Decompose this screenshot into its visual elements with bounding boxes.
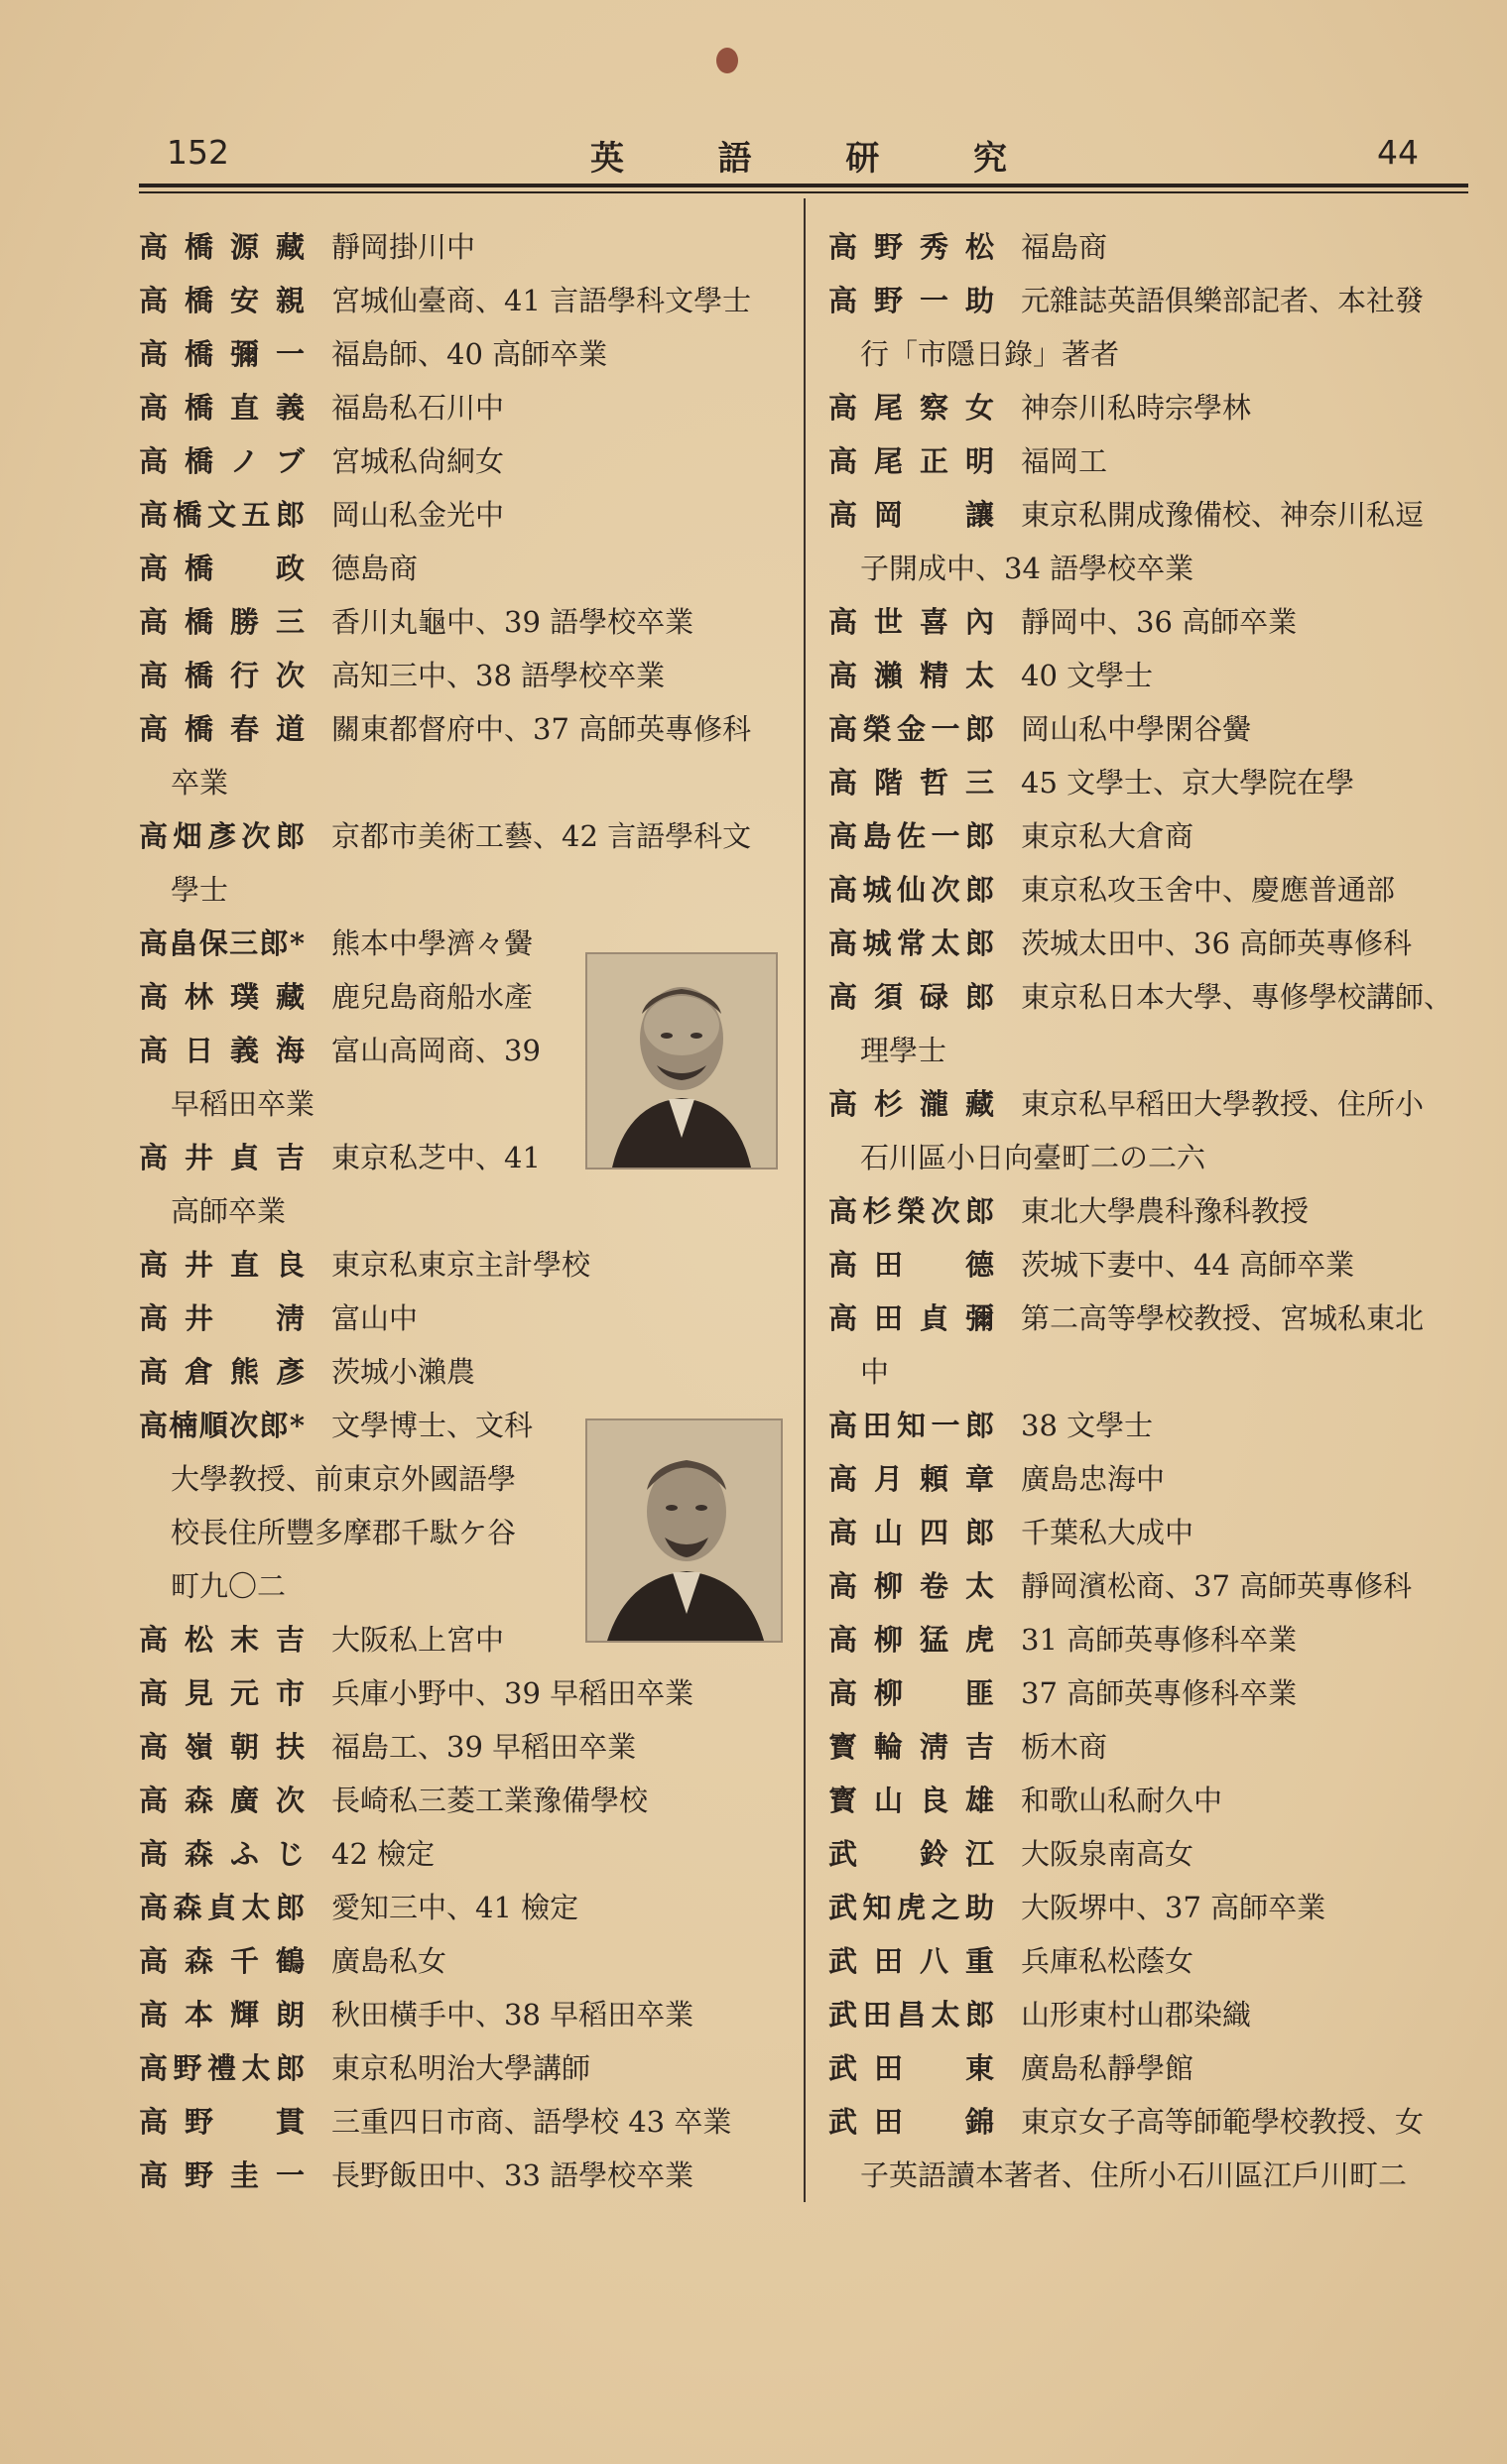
entry-name: 高畠保三郎* <box>139 926 306 960</box>
entry-info: 東北大學農科豫科教授 <box>1021 1194 1310 1228</box>
entry-info: 京都市美術工藝、42 言語學科文 <box>331 819 752 853</box>
entry-info: 東京女子高等師範學校教授、女 <box>1021 2105 1425 2139</box>
directory-entry <box>139 702 794 809</box>
portrait-photo <box>585 1418 783 1643</box>
entry-info: 廣島忠海中 <box>1021 1462 1166 1496</box>
entry-continuation: 石川區小日向臺町二の二六 <box>860 1141 1206 1174</box>
entry-name: 武田 錦 <box>828 2105 995 2139</box>
entry-continuation: 行「市隱日錄」著者 <box>860 337 1120 371</box>
entry-name: 高橋ノブ <box>139 444 306 478</box>
entry-continuation: 卒業 <box>171 766 229 800</box>
ink-stain <box>716 48 738 73</box>
entry-name: 高松末吉 <box>139 1623 306 1657</box>
entry-info: 宮城仙臺商、41 言語學科文學士 <box>331 284 752 317</box>
entry-name: 高森廣次 <box>139 1784 306 1817</box>
entry-info: 福島工、39 早稻田卒業 <box>331 1730 637 1764</box>
entry-name: 高倉熊彥 <box>139 1355 306 1389</box>
entry-name: 高橋 政 <box>139 552 306 585</box>
entry-info: 千葉私大成中 <box>1021 1516 1194 1549</box>
entry-info: 三重四日市商、語學校 43 卒業 <box>331 2105 732 2139</box>
entry-name: 高橋勝三 <box>139 605 306 639</box>
entry-continuation: 早稻田卒業 <box>171 1087 315 1121</box>
entry-info: 東京私早稻田大學教授、住所小 <box>1021 1087 1425 1121</box>
entry-info: 熊本中學濟々黌 <box>331 926 534 960</box>
entry-name: 高尾察女 <box>828 391 995 425</box>
entry-continuation: 町九〇二 <box>171 1569 287 1603</box>
directory-entry <box>828 1613 1473 1666</box>
entry-info: 長崎私三菱工業豫備學校 <box>331 1784 649 1817</box>
directory-entry <box>828 1506 1473 1559</box>
entry-name: 高嶺朝扶 <box>139 1730 306 1764</box>
directory-entry <box>139 649 794 702</box>
directory-entry <box>828 595 1473 649</box>
directory-entry <box>828 1988 1473 2041</box>
directory-entry <box>139 1827 794 1881</box>
directory-entry <box>828 434 1473 488</box>
directory-entry <box>139 2041 794 2095</box>
entry-name: 高杉瀧藏 <box>828 1087 995 1121</box>
entry-name: 高柳 匪 <box>828 1676 995 1710</box>
entry-info: 第二高等學校教授、宮城私東北 <box>1021 1301 1425 1335</box>
directory-entry <box>139 1345 794 1399</box>
entry-continuation: 校長住所豐多摩郡千駄ケ谷 <box>171 1516 517 1549</box>
entry-info: 香川丸龜中、39 語學校卒業 <box>331 605 694 639</box>
directory-entry <box>828 1399 1473 1452</box>
entry-name: 高橋文五郎 <box>139 498 306 532</box>
entry-info: 岡山私金光中 <box>331 498 505 532</box>
entry-info: 45 文學士、京大學院在學 <box>1021 766 1355 800</box>
header-rule-thin <box>139 191 1468 193</box>
entry-info: 富山中 <box>331 1301 419 1335</box>
title-char: 英 <box>590 139 624 179</box>
directory-entry <box>828 1666 1473 1720</box>
directory-entry <box>139 434 794 488</box>
page-number-right: 44 <box>1377 133 1419 172</box>
entry-name: 高井直良 <box>139 1248 306 1282</box>
entry-continuation: 中 <box>860 1355 890 1389</box>
entry-info: 東京私開成豫備校、神奈川私逗 <box>1021 498 1425 532</box>
entry-info: 茨城下妻中、44 高師卒業 <box>1021 1248 1355 1282</box>
entry-name: 高月頼章 <box>828 1462 995 1496</box>
entry-name: 高林璞藏 <box>139 980 306 1014</box>
portrait-illustration <box>587 1420 781 1641</box>
directory-entry <box>828 1452 1473 1506</box>
entry-name: 高畑彥次郎 <box>139 819 306 853</box>
running-title <box>590 131 1007 180</box>
entry-name: 高岡 讓 <box>828 498 995 532</box>
entry-info: 茨城小瀨農 <box>331 1355 476 1389</box>
directory-entry <box>139 488 794 542</box>
entry-name: 高野 貫 <box>139 2105 306 2139</box>
directory-entry <box>828 1720 1473 1774</box>
entry-name: 高柳猛虎 <box>828 1623 995 1657</box>
title-char: 語 <box>717 139 752 179</box>
entry-name: 高橋安親 <box>139 284 306 317</box>
entry-info: 茨城太田中、36 高師英專修科 <box>1021 926 1413 960</box>
entry-name: 高野禮太郎 <box>139 2051 306 2085</box>
entry-info: 東京私東京主計學校 <box>331 1248 591 1282</box>
right-column <box>828 220 1473 2202</box>
directory-entry <box>139 809 794 917</box>
entry-name: 高田貞彌 <box>828 1301 995 1335</box>
entry-info: 長野飯田中、33 語學校卒業 <box>331 2158 694 2192</box>
entry-name: 高森ふじ <box>139 1837 306 1871</box>
entry-name: 高城常太郎 <box>828 926 995 960</box>
entry-name: 高橋彌一 <box>139 337 306 371</box>
entry-name: 高森千鶴 <box>139 1944 306 1978</box>
directory-entry <box>139 595 794 649</box>
entry-name: 武田 東 <box>828 2051 995 2085</box>
entry-name: 高須碌郎 <box>828 980 995 1014</box>
entry-name: 高島佐一郎 <box>828 819 995 853</box>
entry-info: 兵庫小野中、39 早稻田卒業 <box>331 1676 694 1710</box>
directory-entry <box>828 863 1473 917</box>
directory-entry <box>828 1934 1473 1988</box>
entry-continuation: 子開成中、34 語學校卒業 <box>860 552 1194 585</box>
directory-entry <box>828 1077 1473 1184</box>
entry-name: 高野秀松 <box>828 230 995 264</box>
entry-info: 東京私大倉商 <box>1021 819 1194 853</box>
entry-continuation: 大學教授、前東京外國語學 <box>171 1462 517 1496</box>
directory-entry <box>828 756 1473 809</box>
directory-entry <box>828 488 1473 595</box>
title-char: 究 <box>972 139 1007 179</box>
entry-info: 37 高師英專修科卒業 <box>1021 1676 1298 1710</box>
entry-name: 高田 德 <box>828 1248 995 1282</box>
directory-entry <box>139 1881 794 1934</box>
entry-info: 40 文學士 <box>1021 659 1154 692</box>
entry-continuation: 高師卒業 <box>171 1194 287 1228</box>
entry-info: 文學博士、文科 <box>331 1409 534 1442</box>
entry-name: 高尾正明 <box>828 444 995 478</box>
entry-name: 高野一助 <box>828 284 995 317</box>
entry-info: 福岡工 <box>1021 444 1108 478</box>
entry-info: 鹿兒島商船水產 <box>331 980 534 1014</box>
entry-name: 高井 淸 <box>139 1301 306 1335</box>
entry-name: 高階哲三 <box>828 766 995 800</box>
entry-info: 兵庫私松蔭女 <box>1021 1944 1194 1978</box>
directory-entry <box>828 1238 1473 1292</box>
entry-info: 42 檢定 <box>331 1837 436 1871</box>
directory-entry <box>828 917 1473 970</box>
entry-name: 高杉榮次郎 <box>828 1194 995 1228</box>
directory-entry <box>828 2041 1473 2095</box>
header-rule <box>139 184 1468 187</box>
entry-info: 東京私攻玉舍中、慶應普通部 <box>1021 873 1396 907</box>
entry-info: 廣島私靜學館 <box>1021 2051 1194 2085</box>
entry-info: 富山高岡商、39 <box>331 1034 541 1067</box>
directory-entry <box>828 220 1473 274</box>
entry-name: 高橋行次 <box>139 659 306 692</box>
directory-entry <box>828 1292 1473 1399</box>
entry-info: 東京私日本大學、專修學校講師、 <box>1021 980 1453 1014</box>
entry-name: 高田知一郎 <box>828 1409 995 1442</box>
entry-name: 高榮金一郎 <box>828 712 995 746</box>
entry-name: 寳山良雄 <box>828 1784 995 1817</box>
entry-info: 38 文學士 <box>1021 1409 1154 1442</box>
entry-name: 高橋源藏 <box>139 230 306 264</box>
entry-info: 東京私芝中、41 <box>331 1141 541 1174</box>
entry-continuation: 學士 <box>171 873 229 907</box>
entry-name: 寳輪淸吉 <box>828 1730 995 1764</box>
entry-info: 岡山私中學閑谷黌 <box>1021 712 1252 746</box>
portrait-illustration <box>587 954 776 1168</box>
entry-name: 高橋直義 <box>139 391 306 425</box>
entry-info: 愛知三中、41 檢定 <box>331 1891 579 1924</box>
entry-info: 元雜誌英語俱樂部記者、本社發 <box>1021 284 1425 317</box>
directory-entry <box>828 274 1473 381</box>
page-number-left: 152 <box>167 133 229 172</box>
entry-info: 廣島私女 <box>331 1944 447 1978</box>
directory-entry <box>139 1720 794 1774</box>
entry-info: 大阪泉南高女 <box>1021 1837 1194 1871</box>
directory-entry <box>139 1774 794 1827</box>
entry-info: 關東都督府中、37 高師英專修科 <box>331 712 752 746</box>
entry-name: 武田八重 <box>828 1944 995 1978</box>
entry-name: 高橋春道 <box>139 712 306 746</box>
entry-name: 武知虎之助 <box>828 1891 995 1924</box>
entry-name: 高城仙次郎 <box>828 873 995 907</box>
entry-info: 東京私明治大學講師 <box>331 2051 591 2085</box>
directory-entry <box>139 220 794 274</box>
directory-entry <box>828 381 1473 434</box>
directory-entry <box>828 1774 1473 1827</box>
entry-info: 靜岡掛川中 <box>331 230 476 264</box>
entry-info: 宮城私尙絅女 <box>331 444 505 478</box>
entry-info: 31 高師英專修科卒業 <box>1021 1623 1298 1657</box>
entry-continuation: 理學士 <box>860 1034 947 1067</box>
entry-info: 栃木商 <box>1021 1730 1108 1764</box>
directory-entry <box>828 1881 1473 1934</box>
entry-info: 德島商 <box>331 552 419 585</box>
directory-entry <box>139 1666 794 1720</box>
left-column <box>139 220 794 2202</box>
entry-info: 山形東村山郡染織 <box>1021 1998 1252 2032</box>
directory-entry <box>828 1559 1473 1613</box>
entry-name: 高森貞太郎 <box>139 1891 306 1924</box>
entry-info: 神奈川私時宗學林 <box>1021 391 1252 425</box>
directory-entry <box>828 1827 1473 1881</box>
directory-entry <box>139 381 794 434</box>
directory-entry <box>139 1988 794 2041</box>
directory-entry <box>139 1934 794 1988</box>
entry-name: 高本輝朗 <box>139 1998 306 2032</box>
entry-name: 高瀨精太 <box>828 659 995 692</box>
entry-name: 高見元市 <box>139 1676 306 1710</box>
directory-entry <box>139 542 794 595</box>
entry-name: 高野圭一 <box>139 2158 306 2192</box>
entry-info: 靜岡濱松商、37 高師英專修科 <box>1021 1569 1413 1603</box>
portrait-photo <box>585 952 778 1170</box>
directory-entry <box>139 327 794 381</box>
entry-info: 高知三中、38 語學校卒業 <box>331 659 666 692</box>
entry-name: 武田昌太郎 <box>828 1998 995 2032</box>
entry-info: 大阪堺中、37 高師卒業 <box>1021 1891 1326 1924</box>
entry-info: 福島師、40 高師卒業 <box>331 337 608 371</box>
entry-info: 靜岡中、36 高師卒業 <box>1021 605 1298 639</box>
directory-entry <box>139 2149 794 2202</box>
entry-info: 福島商 <box>1021 230 1108 264</box>
entry-continuation: 子英語讀本著者、住所小石川區江戶川町二 <box>860 2158 1408 2192</box>
directory-entry <box>828 702 1473 756</box>
entry-info: 和歌山私耐久中 <box>1021 1784 1223 1817</box>
directory-entry <box>139 274 794 327</box>
directory-entry <box>828 649 1473 702</box>
page-header <box>139 127 1448 185</box>
entry-name: 高日義海 <box>139 1034 306 1067</box>
directory-entry <box>139 1238 794 1292</box>
entry-name: 高柳卷太 <box>828 1569 995 1603</box>
directory-entry <box>828 809 1473 863</box>
column-divider <box>804 198 806 2202</box>
directory-entry <box>139 1292 794 1345</box>
directory-entry <box>139 2095 794 2149</box>
directory-entry <box>828 1184 1473 1238</box>
entry-info: 秋田橫手中、38 早稻田卒業 <box>331 1998 694 2032</box>
entry-name: 高楠順次郎* <box>139 1409 306 1442</box>
entry-name: 武 鈴江 <box>828 1837 995 1871</box>
entry-name: 高世喜內 <box>828 605 995 639</box>
directory-entry <box>828 2095 1473 2202</box>
entry-name: 高山四郎 <box>828 1516 995 1549</box>
title-char: 研 <box>845 139 880 179</box>
entry-info: 福島私石川中 <box>331 391 505 425</box>
entry-name: 高井貞吉 <box>139 1141 306 1174</box>
directory-entry <box>828 970 1473 1077</box>
entry-info: 大阪私上宮中 <box>331 1623 505 1657</box>
